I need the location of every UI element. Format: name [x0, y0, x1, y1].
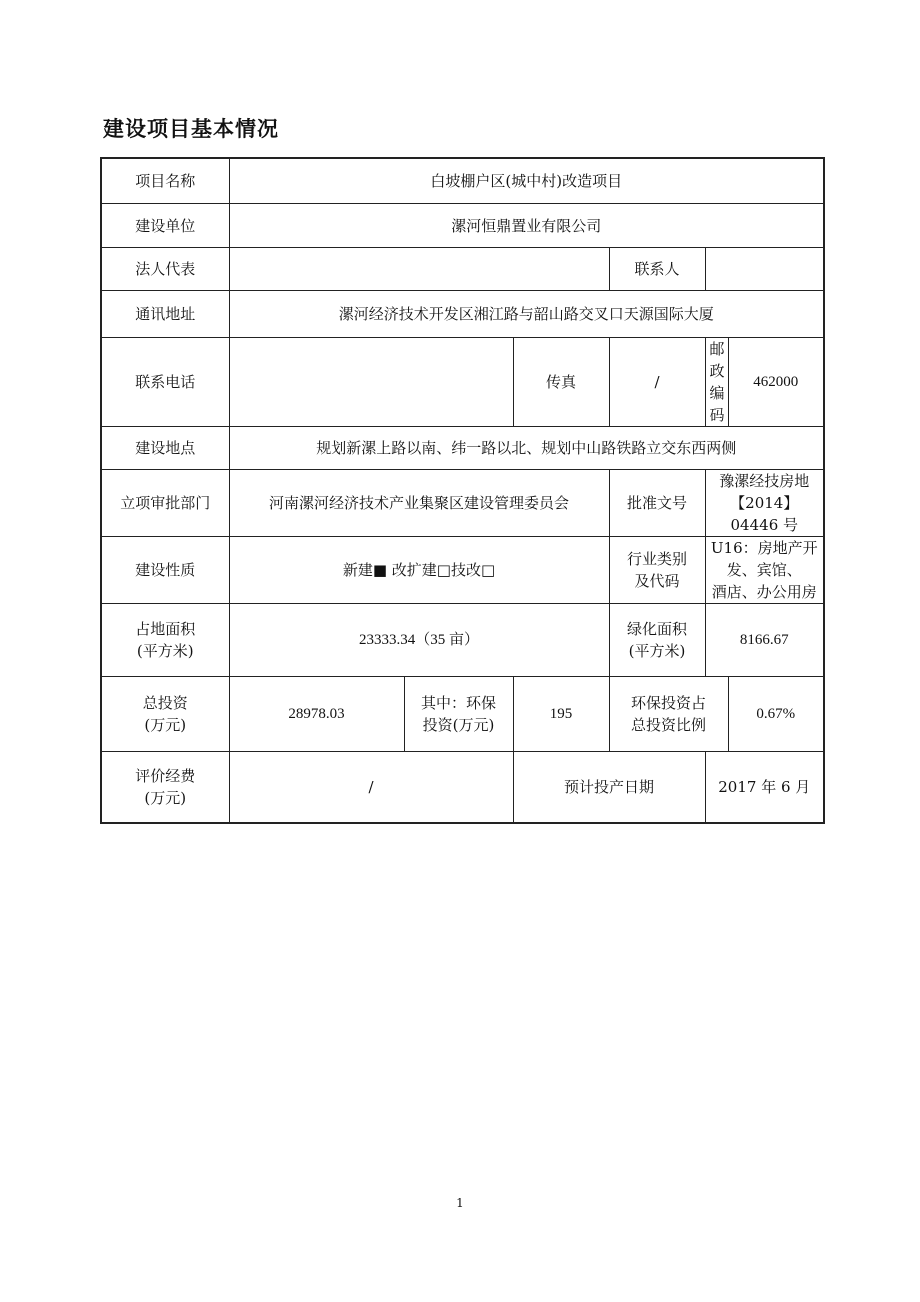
production-date-label: 预计投产日期 — [513, 752, 705, 824]
env-investment-label — [404, 677, 513, 752]
page-number: 1 — [456, 1196, 464, 1210]
contact-value — [705, 248, 824, 291]
construction-unit-label: 建设单位 — [101, 204, 229, 248]
approval-doc-line-2: 04446 号 — [730, 516, 799, 534]
env-ratio-value: 0.67% — [728, 677, 824, 752]
industry-value-line-1: U16：房地产开发、宾馆、 — [710, 539, 818, 579]
table-row-location — [101, 427, 824, 470]
land-area-label-line-1: 占地面积 — [135, 620, 196, 638]
nature-label: 建设性质 — [101, 537, 229, 604]
table-row-land-area — [101, 604, 824, 677]
total-investment-value: 28978.03 — [229, 677, 404, 752]
land-area-label-line-2: (平方米) — [136, 642, 194, 660]
address-value: 漯河经济技术开发区湘江路与韶山路交叉口天源国际大厦 — [229, 291, 824, 338]
green-area-label — [609, 604, 705, 677]
nature-value: 新建■ 改扩建□技改□ — [229, 537, 609, 604]
env-investment-label-line-2: 投资(万元) — [422, 716, 495, 734]
construction-unit-value: 漯河恒鼎置业有限公司 — [229, 204, 824, 248]
green-area-label-line-1: 绿化面积 — [626, 620, 687, 638]
env-investment-label-line-1: 其中：环保 — [420, 694, 496, 712]
fax-value: / — [609, 338, 705, 427]
industry-value — [705, 537, 824, 604]
legal-rep-value — [229, 248, 609, 291]
industry-label — [609, 537, 705, 604]
location-value: 规划新漯上路以南、纬一路以北、规划中山路铁路立交东西两侧 — [229, 427, 824, 470]
table-row-nature — [101, 537, 824, 604]
assessment-fee-label-line-2: (万元) — [144, 789, 187, 807]
postal-code-label: 邮政编码 — [705, 338, 728, 427]
green-area-label-line-2: (平方米) — [628, 642, 686, 660]
table-row-investment — [101, 677, 824, 752]
project-name-label: 项目名称 — [101, 158, 229, 204]
land-area-value: 23333.34（35 亩） — [229, 604, 609, 677]
address-label: 通讯地址 — [101, 291, 229, 338]
assessment-fee-label-line-1: 评价经费 — [135, 767, 196, 785]
assessment-fee-label — [101, 752, 229, 824]
land-area-label — [101, 604, 229, 677]
table-row-phone — [101, 338, 824, 427]
total-investment-label-line-1: 总投资 — [142, 694, 188, 712]
industry-label-line-1: 行业类别 — [626, 550, 687, 568]
table-row-approval — [101, 470, 824, 537]
approval-dept-label: 立项审批部门 — [101, 470, 229, 537]
table-row-construction-unit — [101, 204, 824, 248]
total-investment-label — [101, 677, 229, 752]
fax-label: 传真 — [513, 338, 609, 427]
env-investment-value: 195 — [513, 677, 609, 752]
assessment-fee-value: / — [229, 752, 513, 824]
table-row-project-name — [101, 158, 824, 204]
table-row-fee — [101, 752, 824, 824]
page-heading: 建设项目基本情况 — [103, 117, 279, 141]
location-label: 建设地点 — [101, 427, 229, 470]
phone-label: 联系电话 — [101, 338, 229, 427]
industry-value-line-2: 酒店、办公用房 — [711, 583, 817, 601]
contact-label: 联系人 — [609, 248, 705, 291]
approval-dept-value: 河南漯河经济技术产业集聚区建设管理委员会 — [229, 470, 609, 537]
approval-doc-label: 批准文号 — [609, 470, 705, 537]
table-row-legal-rep — [101, 248, 824, 291]
project-name-value: 白坡棚户区(城中村)改造项目 — [229, 158, 824, 204]
env-ratio-label-line-1: 环保投资占 — [630, 694, 706, 712]
production-date-value: 2017 年 6 月 — [705, 752, 824, 824]
table-row-address — [101, 291, 824, 338]
env-ratio-label — [609, 677, 728, 752]
legal-rep-label: 法人代表 — [101, 248, 229, 291]
total-investment-label-line-2: (万元) — [144, 716, 187, 734]
project-info-table — [100, 157, 825, 824]
approval-doc-line-1: 豫漯经技房地【2014】 — [719, 472, 810, 512]
approval-doc-value — [705, 470, 824, 537]
phone-value — [229, 338, 513, 427]
green-area-value: 8166.67 — [705, 604, 824, 677]
industry-label-line-2: 及代码 — [634, 572, 680, 590]
postal-code-value: 462000 — [728, 338, 824, 427]
env-ratio-label-line-2: 总投资比例 — [630, 716, 706, 734]
